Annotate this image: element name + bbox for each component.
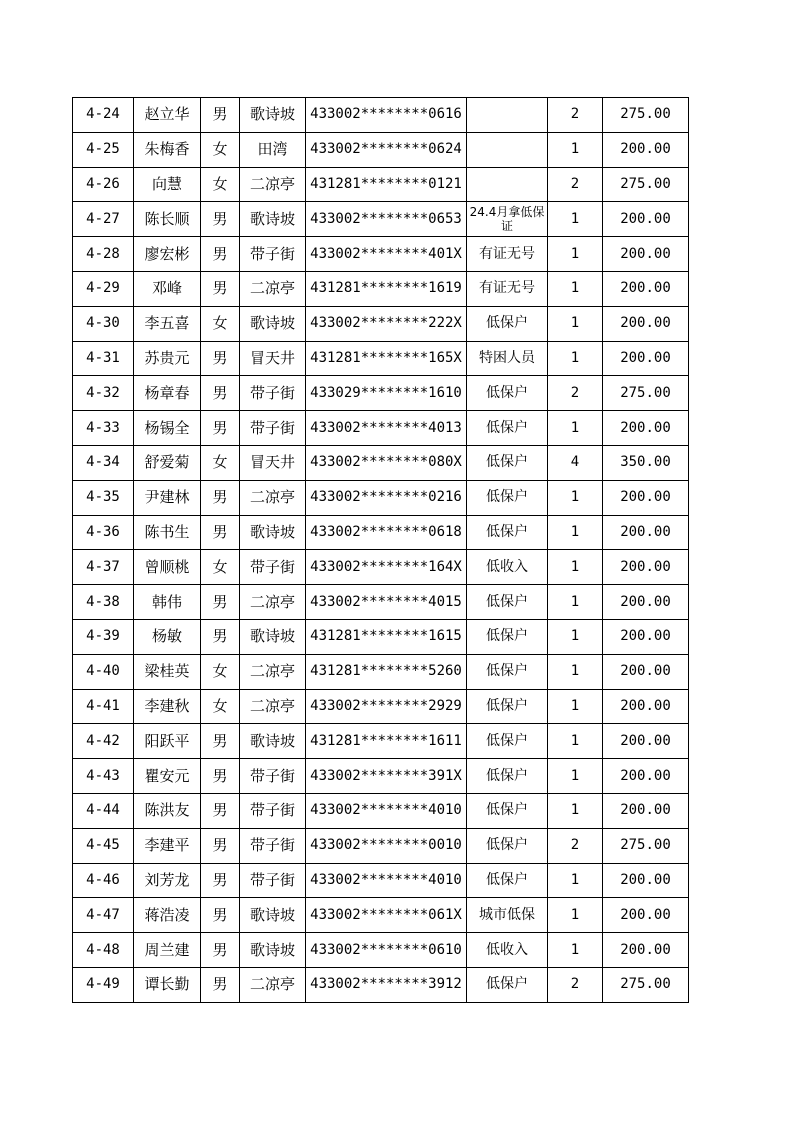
table-row (73, 619, 689, 654)
amount-cell: 200.00 (603, 306, 689, 341)
household-count-cell: 2 (548, 967, 603, 1002)
id-number-cell: 433002********0010 (306, 828, 467, 863)
gender-cell: 男 (201, 724, 240, 759)
name-cell: 舒爱菊 (134, 445, 201, 480)
note-cell: 24.4月拿低保证 (467, 202, 548, 237)
gender-cell: 男 (201, 898, 240, 933)
note-cell: 低保户 (467, 306, 548, 341)
name-cell: 杨章春 (134, 376, 201, 411)
name-cell: 朱梅香 (134, 132, 201, 167)
name-cell: 瞿安元 (134, 759, 201, 794)
household-count-cell: 1 (548, 724, 603, 759)
household-count-cell: 1 (548, 759, 603, 794)
name-cell: 梁桂英 (134, 654, 201, 689)
area-cell: 二凉亭 (240, 167, 306, 202)
gender-cell: 男 (201, 585, 240, 620)
name-cell: 韩伟 (134, 585, 201, 620)
name-cell: 陈洪友 (134, 793, 201, 828)
row-number-cell: 4-39 (73, 619, 134, 654)
note-cell: 低保户 (467, 724, 548, 759)
row-number-cell: 4-27 (73, 202, 134, 237)
area-cell: 二凉亭 (240, 271, 306, 306)
household-count-cell: 1 (548, 411, 603, 446)
id-number-cell: 433002********3912 (306, 967, 467, 1002)
household-count-cell: 4 (548, 445, 603, 480)
table-row (73, 724, 689, 759)
id-number-cell: 433029********1610 (306, 376, 467, 411)
row-number-cell: 4-43 (73, 759, 134, 794)
id-number-cell: 433002********0616 (306, 98, 467, 133)
amount-cell: 200.00 (603, 480, 689, 515)
row-number-cell: 4-28 (73, 237, 134, 272)
row-number-cell: 4-29 (73, 271, 134, 306)
row-number-cell: 4-36 (73, 515, 134, 550)
gender-cell: 男 (201, 202, 240, 237)
table-row (73, 689, 689, 724)
gender-cell: 男 (201, 98, 240, 133)
row-number-cell: 4-46 (73, 863, 134, 898)
household-count-cell: 1 (548, 619, 603, 654)
gender-cell: 男 (201, 237, 240, 272)
table-row (73, 411, 689, 446)
household-count-cell: 1 (548, 898, 603, 933)
row-number-cell: 4-40 (73, 654, 134, 689)
note-cell: 有证无号 (467, 237, 548, 272)
note-cell: 低保户 (467, 619, 548, 654)
note-cell: 低保户 (467, 480, 548, 515)
id-number-cell: 433002********061X (306, 898, 467, 933)
gender-cell: 男 (201, 793, 240, 828)
amount-cell: 200.00 (603, 724, 689, 759)
row-number-cell: 4-31 (73, 341, 134, 376)
table-row (73, 271, 689, 306)
id-number-cell: 433002********401X (306, 237, 467, 272)
id-number-cell: 433002********080X (306, 445, 467, 480)
household-count-cell: 1 (548, 863, 603, 898)
note-cell: 低保户 (467, 445, 548, 480)
name-cell: 李建平 (134, 828, 201, 863)
table-row (73, 863, 689, 898)
table-row (73, 237, 689, 272)
amount-cell: 200.00 (603, 898, 689, 933)
row-number-cell: 4-37 (73, 550, 134, 585)
id-number-cell: 433002********164X (306, 550, 467, 585)
name-cell: 苏贵元 (134, 341, 201, 376)
note-cell (467, 167, 548, 202)
table-row (73, 793, 689, 828)
note-cell: 低保户 (467, 654, 548, 689)
amount-cell: 200.00 (603, 933, 689, 968)
table-row (73, 933, 689, 968)
row-number-cell: 4-35 (73, 480, 134, 515)
beneficiary-table (72, 97, 689, 1003)
gender-cell: 男 (201, 759, 240, 794)
id-number-cell: 433002********4010 (306, 863, 467, 898)
note-cell: 低保户 (467, 967, 548, 1002)
household-count-cell: 1 (548, 585, 603, 620)
household-count-cell: 2 (548, 376, 603, 411)
amount-cell: 275.00 (603, 376, 689, 411)
household-count-cell: 1 (548, 341, 603, 376)
area-cell: 歌诗坡 (240, 98, 306, 133)
table-row (73, 515, 689, 550)
name-cell: 赵立华 (134, 98, 201, 133)
row-number-cell: 4-45 (73, 828, 134, 863)
name-cell: 尹建林 (134, 480, 201, 515)
household-count-cell: 2 (548, 828, 603, 863)
table-row (73, 828, 689, 863)
amount-cell: 200.00 (603, 132, 689, 167)
area-cell: 二凉亭 (240, 585, 306, 620)
id-number-cell: 431281********1611 (306, 724, 467, 759)
note-cell: 低保户 (467, 411, 548, 446)
amount-cell: 200.00 (603, 271, 689, 306)
note-cell: 低保户 (467, 828, 548, 863)
area-cell: 带子街 (240, 828, 306, 863)
amount-cell: 275.00 (603, 167, 689, 202)
household-count-cell: 1 (548, 550, 603, 585)
amount-cell: 200.00 (603, 411, 689, 446)
table-row (73, 585, 689, 620)
household-count-cell: 1 (548, 132, 603, 167)
area-cell: 二凉亭 (240, 654, 306, 689)
area-cell: 二凉亭 (240, 967, 306, 1002)
row-number-cell: 4-30 (73, 306, 134, 341)
note-cell: 低保户 (467, 585, 548, 620)
row-number-cell: 4-24 (73, 98, 134, 133)
note-cell: 有证无号 (467, 271, 548, 306)
gender-cell: 男 (201, 515, 240, 550)
name-cell: 邓峰 (134, 271, 201, 306)
amount-cell: 200.00 (603, 863, 689, 898)
table-row (73, 167, 689, 202)
amount-cell: 200.00 (603, 793, 689, 828)
household-count-cell: 2 (548, 98, 603, 133)
row-number-cell: 4-49 (73, 967, 134, 1002)
area-cell: 歌诗坡 (240, 933, 306, 968)
area-cell: 歌诗坡 (240, 202, 306, 237)
gender-cell: 女 (201, 689, 240, 724)
note-cell: 低保户 (467, 376, 548, 411)
gender-cell: 男 (201, 411, 240, 446)
gender-cell: 女 (201, 654, 240, 689)
gender-cell: 男 (201, 341, 240, 376)
gender-cell: 男 (201, 271, 240, 306)
table-row (73, 98, 689, 133)
row-number-cell: 4-44 (73, 793, 134, 828)
gender-cell: 女 (201, 306, 240, 341)
area-cell: 歌诗坡 (240, 724, 306, 759)
row-number-cell: 4-38 (73, 585, 134, 620)
household-count-cell: 1 (548, 515, 603, 550)
area-cell: 带子街 (240, 759, 306, 794)
table-row (73, 967, 689, 1002)
row-number-cell: 4-42 (73, 724, 134, 759)
id-number-cell: 433002********0618 (306, 515, 467, 550)
area-cell: 带子街 (240, 793, 306, 828)
note-cell: 低保户 (467, 759, 548, 794)
name-cell: 廖宏彬 (134, 237, 201, 272)
id-number-cell: 433002********0624 (306, 132, 467, 167)
row-number-cell: 4-25 (73, 132, 134, 167)
amount-cell: 275.00 (603, 828, 689, 863)
id-number-cell: 431281********5260 (306, 654, 467, 689)
gender-cell: 女 (201, 550, 240, 585)
amount-cell: 200.00 (603, 759, 689, 794)
row-number-cell: 4-47 (73, 898, 134, 933)
area-cell: 歌诗坡 (240, 619, 306, 654)
gender-cell: 男 (201, 619, 240, 654)
area-cell: 歌诗坡 (240, 515, 306, 550)
gender-cell: 男 (201, 828, 240, 863)
household-count-cell: 1 (548, 689, 603, 724)
name-cell: 蒋浩凌 (134, 898, 201, 933)
row-number-cell: 4-48 (73, 933, 134, 968)
area-cell: 带子街 (240, 237, 306, 272)
amount-cell: 275.00 (603, 98, 689, 133)
gender-cell: 男 (201, 376, 240, 411)
name-cell: 陈书生 (134, 515, 201, 550)
id-number-cell: 433002********222X (306, 306, 467, 341)
amount-cell: 200.00 (603, 202, 689, 237)
id-number-cell: 433002********0610 (306, 933, 467, 968)
amount-cell: 200.00 (603, 585, 689, 620)
area-cell: 带子街 (240, 376, 306, 411)
id-number-cell: 433002********0216 (306, 480, 467, 515)
area-cell: 歌诗坡 (240, 898, 306, 933)
name-cell: 杨敏 (134, 619, 201, 654)
name-cell: 谭长勤 (134, 967, 201, 1002)
id-number-cell: 431281********1619 (306, 271, 467, 306)
id-number-cell: 431281********165X (306, 341, 467, 376)
table-row (73, 306, 689, 341)
area-cell: 冒天井 (240, 341, 306, 376)
household-count-cell: 1 (548, 306, 603, 341)
id-number-cell: 433002********4013 (306, 411, 467, 446)
gender-cell: 女 (201, 132, 240, 167)
area-cell: 带子街 (240, 411, 306, 446)
note-cell (467, 132, 548, 167)
household-count-cell: 1 (548, 480, 603, 515)
gender-cell: 男 (201, 967, 240, 1002)
area-cell: 田湾 (240, 132, 306, 167)
table-row (73, 202, 689, 237)
name-cell: 杨锡全 (134, 411, 201, 446)
amount-cell: 200.00 (603, 237, 689, 272)
amount-cell: 200.00 (603, 341, 689, 376)
household-count-cell: 1 (548, 202, 603, 237)
name-cell: 刘芳龙 (134, 863, 201, 898)
name-cell: 曾顺桃 (134, 550, 201, 585)
id-number-cell: 431281********1615 (306, 619, 467, 654)
note-cell: 低收入 (467, 933, 548, 968)
note-cell (467, 98, 548, 133)
name-cell: 周兰建 (134, 933, 201, 968)
row-number-cell: 4-34 (73, 445, 134, 480)
table-row (73, 759, 689, 794)
gender-cell: 女 (201, 445, 240, 480)
amount-cell: 200.00 (603, 654, 689, 689)
note-cell: 低保户 (467, 793, 548, 828)
row-number-cell: 4-41 (73, 689, 134, 724)
gender-cell: 女 (201, 167, 240, 202)
household-count-cell: 2 (548, 167, 603, 202)
table-row (73, 550, 689, 585)
amount-cell: 275.00 (603, 967, 689, 1002)
table-row (73, 376, 689, 411)
gender-cell: 男 (201, 933, 240, 968)
area-cell: 二凉亭 (240, 480, 306, 515)
id-number-cell: 431281********0121 (306, 167, 467, 202)
row-number-cell: 4-26 (73, 167, 134, 202)
table-row (73, 341, 689, 376)
household-count-cell: 1 (548, 654, 603, 689)
id-number-cell: 433002********2929 (306, 689, 467, 724)
name-cell: 陈长顺 (134, 202, 201, 237)
note-cell: 低保户 (467, 863, 548, 898)
note-cell: 低保户 (467, 515, 548, 550)
area-cell: 带子街 (240, 550, 306, 585)
table-row (73, 480, 689, 515)
id-number-cell: 433002********391X (306, 759, 467, 794)
amount-cell: 200.00 (603, 689, 689, 724)
gender-cell: 男 (201, 863, 240, 898)
row-number-cell: 4-32 (73, 376, 134, 411)
note-cell: 低收入 (467, 550, 548, 585)
row-number-cell: 4-33 (73, 411, 134, 446)
name-cell: 李建秋 (134, 689, 201, 724)
note-cell: 低保户 (467, 689, 548, 724)
gender-cell: 男 (201, 480, 240, 515)
note-cell: 特困人员 (467, 341, 548, 376)
table-row (73, 898, 689, 933)
name-cell: 向慧 (134, 167, 201, 202)
note-cell: 城市低保 (467, 898, 548, 933)
amount-cell: 200.00 (603, 515, 689, 550)
area-cell: 歌诗坡 (240, 306, 306, 341)
amount-cell: 200.00 (603, 619, 689, 654)
name-cell: 李五喜 (134, 306, 201, 341)
area-cell: 冒天井 (240, 445, 306, 480)
household-count-cell: 1 (548, 237, 603, 272)
household-count-cell: 1 (548, 933, 603, 968)
id-number-cell: 433002********4010 (306, 793, 467, 828)
name-cell: 阳跃平 (134, 724, 201, 759)
id-number-cell: 433002********4015 (306, 585, 467, 620)
id-number-cell: 433002********0653 (306, 202, 467, 237)
table-row (73, 654, 689, 689)
amount-cell: 200.00 (603, 550, 689, 585)
area-cell: 带子街 (240, 863, 306, 898)
household-count-cell: 1 (548, 271, 603, 306)
area-cell: 二凉亭 (240, 689, 306, 724)
table-row (73, 132, 689, 167)
household-count-cell: 1 (548, 793, 603, 828)
table-body (73, 98, 689, 1003)
table-row (73, 445, 689, 480)
amount-cell: 350.00 (603, 445, 689, 480)
